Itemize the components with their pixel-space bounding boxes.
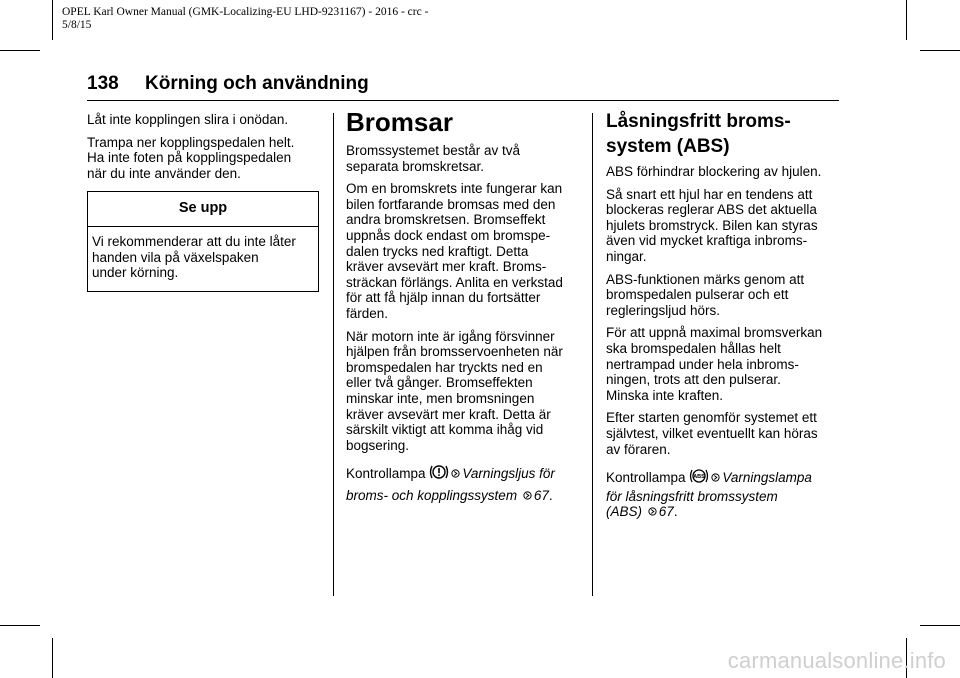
crop-mark bbox=[906, 0, 907, 40]
column-2 bbox=[346, 107, 578, 513]
column-divider bbox=[333, 113, 334, 596]
text-line: ningen, trots att den pulserar. bbox=[606, 372, 781, 388]
cross-reference-arrow-icon bbox=[711, 471, 720, 487]
text-line: Minska inte kraften. bbox=[606, 387, 724, 403]
text-line: bogsering. bbox=[346, 437, 410, 453]
page-reference[interactable]: 67 bbox=[658, 504, 674, 520]
caution-text bbox=[88, 227, 318, 291]
abs-warning-icon bbox=[689, 467, 709, 489]
header-rule bbox=[87, 100, 839, 101]
text-line: för att få hjälp innan du fortsätter bbox=[346, 290, 541, 306]
heading-line: Låsningsfritt broms- bbox=[606, 111, 791, 132]
text-prefix: Kontrollampa bbox=[346, 466, 426, 482]
text-line: kräver avsevärt mer kraft. Detta är bbox=[346, 406, 551, 422]
text-line: färden. bbox=[346, 305, 389, 321]
text-line: Bromssystemet består av två bbox=[346, 143, 521, 158]
crop-mark bbox=[52, 0, 53, 40]
text-line: sträckan förlängs. Anlita en verkstad bbox=[346, 274, 563, 290]
reference-text: för låsningsfritt bromssystem bbox=[606, 488, 778, 504]
print-header-line: OPEL Karl Owner Manual (GMK-Localizing-EU LHD-9231167) - 2016 - crc - bbox=[62, 6, 429, 18]
text-line: dalen trycks ned kraftigt. Detta bbox=[346, 243, 529, 259]
text-line: Vi rekommenderar att du inte låter bbox=[92, 233, 296, 249]
text-line: kräver avsevärt mer kraft. Broms- bbox=[346, 259, 547, 275]
cross-reference-arrow-icon bbox=[648, 505, 657, 521]
text-line: regleringsljud hörs. bbox=[606, 302, 721, 318]
text-line: ska bromspedalen hållas helt bbox=[606, 340, 781, 356]
text-line: hjälpen från bromsservoenheten när bbox=[346, 344, 563, 360]
text-line: av föraren. bbox=[606, 441, 671, 457]
page-number: 138 bbox=[87, 73, 119, 94]
reference-text: Varningsljus för bbox=[462, 466, 555, 482]
text-line: särskilt viktigt att komma ihåg vid bbox=[346, 422, 544, 438]
text-line: självtest, vilket eventuellt kan höras bbox=[606, 425, 818, 441]
brake-warning-icon bbox=[429, 463, 449, 486]
caution-box bbox=[87, 191, 319, 291]
text-line: handen vila på växelspaken bbox=[92, 249, 259, 265]
paragraph bbox=[606, 325, 842, 403]
sentence-end: . bbox=[548, 488, 553, 504]
text-line: ABS-funktionen märks genom att bbox=[606, 271, 805, 287]
heading-line: system (ABS) bbox=[606, 136, 730, 157]
text-line: bromspedalen har tryckts ned en bbox=[346, 359, 543, 375]
paragraph bbox=[606, 410, 842, 457]
sentence-end: . bbox=[673, 504, 678, 520]
text-line: bromspedalen pulserar och ett bbox=[606, 287, 789, 303]
watermark: carmanualsonline.info bbox=[727, 648, 946, 673]
paragraph bbox=[346, 181, 578, 321]
text-line: även vid mycket kraftiga inbroms- bbox=[606, 233, 808, 249]
reference-text: Varningslampa bbox=[722, 470, 812, 486]
paragraph bbox=[87, 135, 319, 182]
text-line: Om en bromskrets inte fungerar kan bbox=[346, 181, 563, 197]
caution-title: Se upp bbox=[88, 192, 318, 227]
crop-mark bbox=[920, 50, 960, 51]
section-title: Körning och användning bbox=[145, 73, 369, 94]
paragraph: Låt inte kopplingen slira i onödan. bbox=[87, 112, 289, 127]
paragraph bbox=[346, 329, 578, 454]
column-1 bbox=[87, 112, 319, 292]
text-line: minskar inte, men bromsningen bbox=[346, 390, 535, 406]
text-line: hjulets bromstryck. Bilen kan styras bbox=[606, 217, 818, 233]
text-line: blockeras reglerar ABS det aktuella bbox=[606, 202, 817, 218]
crop-mark bbox=[52, 638, 53, 678]
page-reference[interactable]: 67 bbox=[533, 488, 549, 504]
text-line: Trampa ner kopplingspedalen helt. bbox=[87, 134, 295, 150]
text-line: För att uppnå maximal bromsverkan bbox=[606, 325, 823, 341]
text-line: bilen fortfarande bromsas med den bbox=[346, 196, 556, 212]
paragraph: ABS förhindrar blockering av hjulen. bbox=[606, 164, 822, 179]
text-line: nertrampad under hela inbroms- bbox=[606, 356, 799, 372]
text-prefix: Kontrollampa bbox=[606, 470, 686, 486]
column-3 bbox=[606, 109, 842, 528]
paragraph bbox=[346, 143, 578, 174]
text-line: när du inte använder den. bbox=[87, 165, 241, 181]
crop-mark bbox=[0, 625, 40, 626]
text-line: ningar. bbox=[606, 248, 647, 264]
paragraph bbox=[606, 467, 842, 521]
print-header-date: 5/8/15 bbox=[62, 19, 92, 31]
paragraph bbox=[346, 463, 578, 506]
reference-text: (ABS) bbox=[606, 504, 643, 520]
column-divider bbox=[592, 113, 593, 596]
text-line: andra bromskretsen. Bromseffekt bbox=[346, 212, 546, 228]
crop-mark bbox=[0, 50, 40, 51]
paragraph bbox=[606, 187, 842, 265]
text-line: uppnås dock endast om bromspe- bbox=[346, 227, 551, 243]
reference-text: broms- och kopplingssystem bbox=[346, 488, 518, 504]
text-line: separata bromskretsar. bbox=[346, 158, 485, 174]
text-line: eller två gånger. Bromseffekten bbox=[346, 375, 533, 391]
heading-abs bbox=[606, 109, 842, 159]
text-line: under körning. bbox=[92, 265, 179, 281]
abs-icon-label: ABS bbox=[693, 474, 706, 481]
heading-brakes: Bromsar bbox=[346, 107, 453, 137]
text-line: Ha inte foten på kopplingspedalen bbox=[87, 150, 292, 166]
text-line: När motorn inte är igång försvinner bbox=[346, 328, 555, 344]
print-header bbox=[62, 6, 522, 32]
cross-reference-arrow-icon bbox=[451, 465, 460, 484]
cross-reference-arrow-icon bbox=[523, 487, 532, 506]
text-line: Efter starten genomför systemet ett bbox=[606, 410, 817, 426]
paragraph bbox=[606, 272, 842, 319]
crop-mark bbox=[920, 625, 960, 626]
text-line: Så snart ett hjul har en tendens att bbox=[606, 186, 813, 202]
